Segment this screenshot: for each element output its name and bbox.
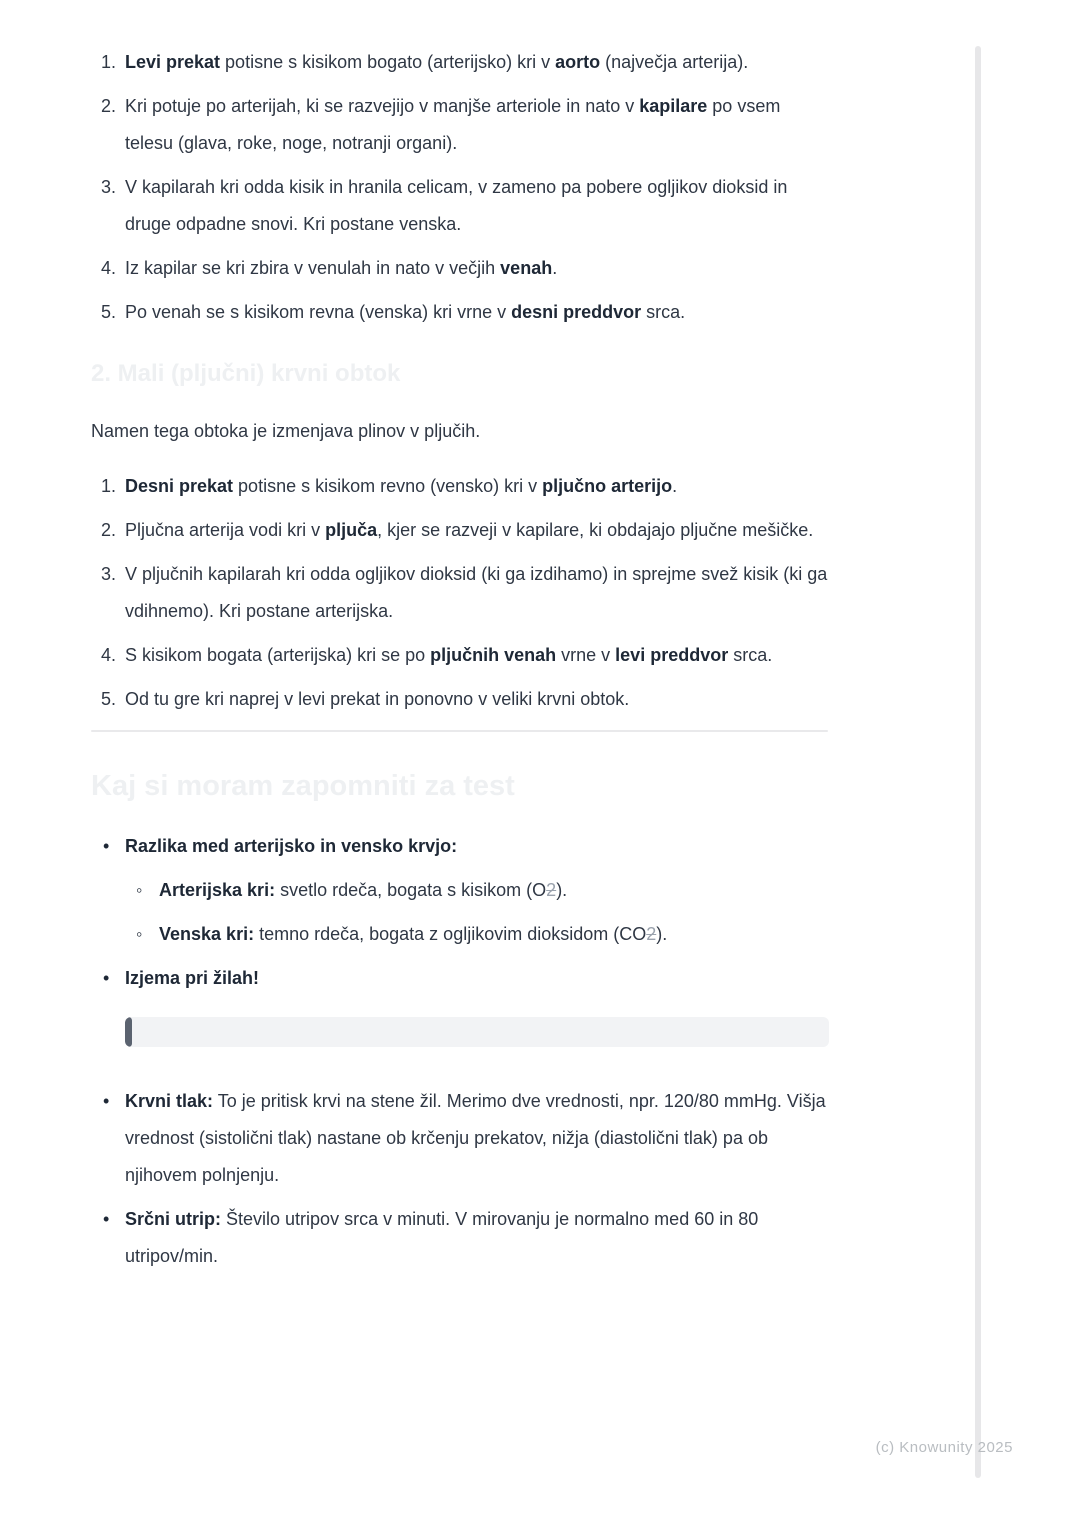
list-item-text bbox=[125, 169, 828, 243]
text-run: desni preddvor bbox=[511, 302, 642, 322]
bullet-icon: • bbox=[103, 836, 110, 856]
ordered-list-item bbox=[91, 44, 828, 81]
text-run: . bbox=[552, 258, 558, 278]
list-item-text bbox=[125, 556, 833, 630]
bullet-list-item bbox=[125, 916, 828, 953]
bullet-list-vitals bbox=[91, 1083, 831, 1275]
text-run: pljučno arterijo bbox=[542, 476, 673, 496]
struck-subscript-digit: 2 bbox=[546, 880, 557, 900]
text-run: svetlo rdeča, bogata s kisikom (O bbox=[275, 880, 547, 900]
ordered-list-item bbox=[91, 468, 828, 505]
text-run: To je pritisk krvi na stene žil. Merimo dve vrednosti, npr. 120/80 mmHg. Višja vrednost (sistolični tlak) nastane ob krčenju prekatov, nižja (diastolični tlak) pa ob njihovem polnjenju. bbox=[125, 1091, 831, 1185]
list-number: 1. bbox=[101, 476, 117, 496]
scrollbar[interactable] bbox=[975, 46, 981, 1478]
ordered-list-item bbox=[91, 250, 828, 287]
ordered-list-item bbox=[91, 169, 828, 243]
bullet-list-item bbox=[91, 828, 828, 865]
ordered-list-big-circulation bbox=[91, 44, 828, 331]
document-content bbox=[91, 44, 833, 1282]
list-number: 1. bbox=[101, 52, 117, 72]
section-heading-test-memo: Kaj si moram zapomniti za test bbox=[91, 770, 515, 802]
text-run: srca. bbox=[728, 645, 773, 665]
ordered-list-item bbox=[91, 681, 828, 718]
ordered-list-item bbox=[91, 294, 828, 331]
list-number: 3. bbox=[101, 177, 117, 197]
list-item-text bbox=[125, 637, 828, 674]
text-run: venah bbox=[500, 258, 553, 278]
ordered-list-item bbox=[91, 512, 828, 549]
text-run: Iz kapilar se kri zbira v venulah in nato v večjih bbox=[125, 258, 501, 278]
ordered-list-small-circulation bbox=[91, 468, 833, 718]
section-heading-small-circulation: 2. Mali (pljučni) krvni obtok bbox=[91, 360, 401, 387]
text-run: levi preddvor bbox=[615, 645, 729, 665]
list-number: 2. bbox=[101, 520, 117, 540]
list-item-text bbox=[125, 294, 828, 331]
text-run: pljučnih venah bbox=[430, 645, 557, 665]
text-run: potisne s kisikom bogato (arterijsko) kri v bbox=[220, 52, 556, 72]
sub-bullet-icon: ◦ bbox=[136, 880, 143, 900]
struck-subscript-digit: 2 bbox=[646, 924, 657, 944]
text-run: vrne v bbox=[556, 645, 616, 665]
text-run: Kri potuje po arterijah, ki se razvejijo v manjše arteriole in nato v bbox=[125, 96, 640, 116]
text-run: Po venah se s kisikom revna (venska) kri vrne v bbox=[125, 302, 512, 322]
list-number: 4. bbox=[101, 258, 117, 278]
list-item-text bbox=[125, 250, 828, 287]
sub-bullet-icon: ◦ bbox=[136, 924, 143, 944]
list-number: 5. bbox=[101, 302, 117, 322]
bullet-list-test-memo bbox=[91, 828, 828, 997]
bullet-list-item bbox=[91, 1083, 831, 1194]
text-run: Srčni utrip: bbox=[125, 1209, 222, 1229]
text-run: potisne s kisikom revno (vensko) kri v bbox=[233, 476, 543, 496]
bullet-list-item bbox=[91, 1201, 828, 1275]
text-run: Arterijska kri: bbox=[159, 880, 276, 900]
bullet-list-item bbox=[125, 872, 828, 909]
text-run: , kjer se razveji v kapilare, ki obdajajo pljučne mešičke. bbox=[377, 520, 814, 540]
text-run: Pljučna arterija vodi kri v bbox=[125, 520, 326, 540]
small-circulation-intro: Namen tega obtoka je izmenjava plinov v pljučih. bbox=[91, 421, 481, 441]
list-item-text bbox=[125, 1201, 828, 1275]
text-run: V pljučnih kapilarah kri odda ogljikov dioksid (ki ga izdihamo) in sprejme svež kisik (ki ga vdihnemo). Kri postane arterijska. bbox=[125, 564, 833, 621]
list-item-text bbox=[159, 872, 567, 909]
list-number: 5. bbox=[101, 689, 117, 709]
bullet-list-item bbox=[91, 960, 828, 997]
text-run: V kapilarah kri odda kisik in hranila celicam, v zameno pa pobere ogljikov dioksid in druge odpadne snovi. Kri postane venska. bbox=[125, 177, 793, 234]
text-run: aorto bbox=[555, 52, 601, 72]
text-run: Venska kri: bbox=[159, 924, 255, 944]
text-run: kapilare bbox=[639, 96, 708, 116]
list-item-text bbox=[125, 468, 828, 505]
text-run: Desni prekat bbox=[125, 476, 234, 496]
list-number: 2. bbox=[101, 96, 117, 116]
text-run: Od tu gre kri naprej v levi prekat in ponovno v veliki krvni obtok. bbox=[125, 689, 630, 709]
bullet-icon: • bbox=[103, 968, 110, 988]
text-run: Število utripov srca v minuti. V mirovanju je normalno med 60 in 80 utripov/min. bbox=[125, 1209, 764, 1266]
text-run: po vsem telesu (glava, roke, noge, notranji organi). bbox=[125, 96, 786, 153]
text-run: Krvni tlak: bbox=[125, 1091, 214, 1111]
text-run: . bbox=[672, 476, 678, 496]
text-run: ). bbox=[656, 924, 668, 944]
list-item-text bbox=[125, 44, 828, 81]
text-run: ). bbox=[556, 880, 568, 900]
section-divider bbox=[91, 730, 828, 732]
text-run: Levi prekat bbox=[125, 52, 221, 72]
text-run: (največja arterija). bbox=[600, 52, 749, 72]
ordered-list-item bbox=[91, 637, 828, 674]
bullet-icon: • bbox=[103, 1091, 110, 1111]
list-number: 4. bbox=[101, 645, 117, 665]
copyright-watermark: (c) Knowunity 2025 bbox=[875, 1439, 1013, 1456]
list-item-text bbox=[159, 916, 667, 953]
list-item-text bbox=[125, 1083, 831, 1194]
list-item-text bbox=[125, 828, 457, 865]
callout-accent-bar bbox=[125, 1017, 132, 1047]
list-item-text bbox=[125, 512, 828, 549]
text-run: temno rdeča, bogata z ogljikovim dioksidom (CO bbox=[254, 924, 647, 944]
callout-text bbox=[132, 1017, 829, 1047]
list-item-text bbox=[125, 960, 259, 997]
list-item-text bbox=[125, 681, 828, 718]
callout-box bbox=[125, 1017, 829, 1047]
list-item-text bbox=[125, 88, 828, 162]
ordered-list-item bbox=[91, 88, 828, 162]
list-number: 3. bbox=[101, 564, 117, 584]
text-run: Izjema pri žilah! bbox=[125, 968, 260, 988]
bullet-icon: • bbox=[103, 1209, 110, 1229]
text-run: Razlika med arterijsko in vensko krvjo: bbox=[125, 836, 458, 856]
ordered-list-item bbox=[91, 556, 833, 630]
text-run: S kisikom bogata (arterijska) kri se po bbox=[125, 645, 431, 665]
text-run: pljuča bbox=[325, 520, 378, 540]
text-run: srca. bbox=[641, 302, 686, 322]
